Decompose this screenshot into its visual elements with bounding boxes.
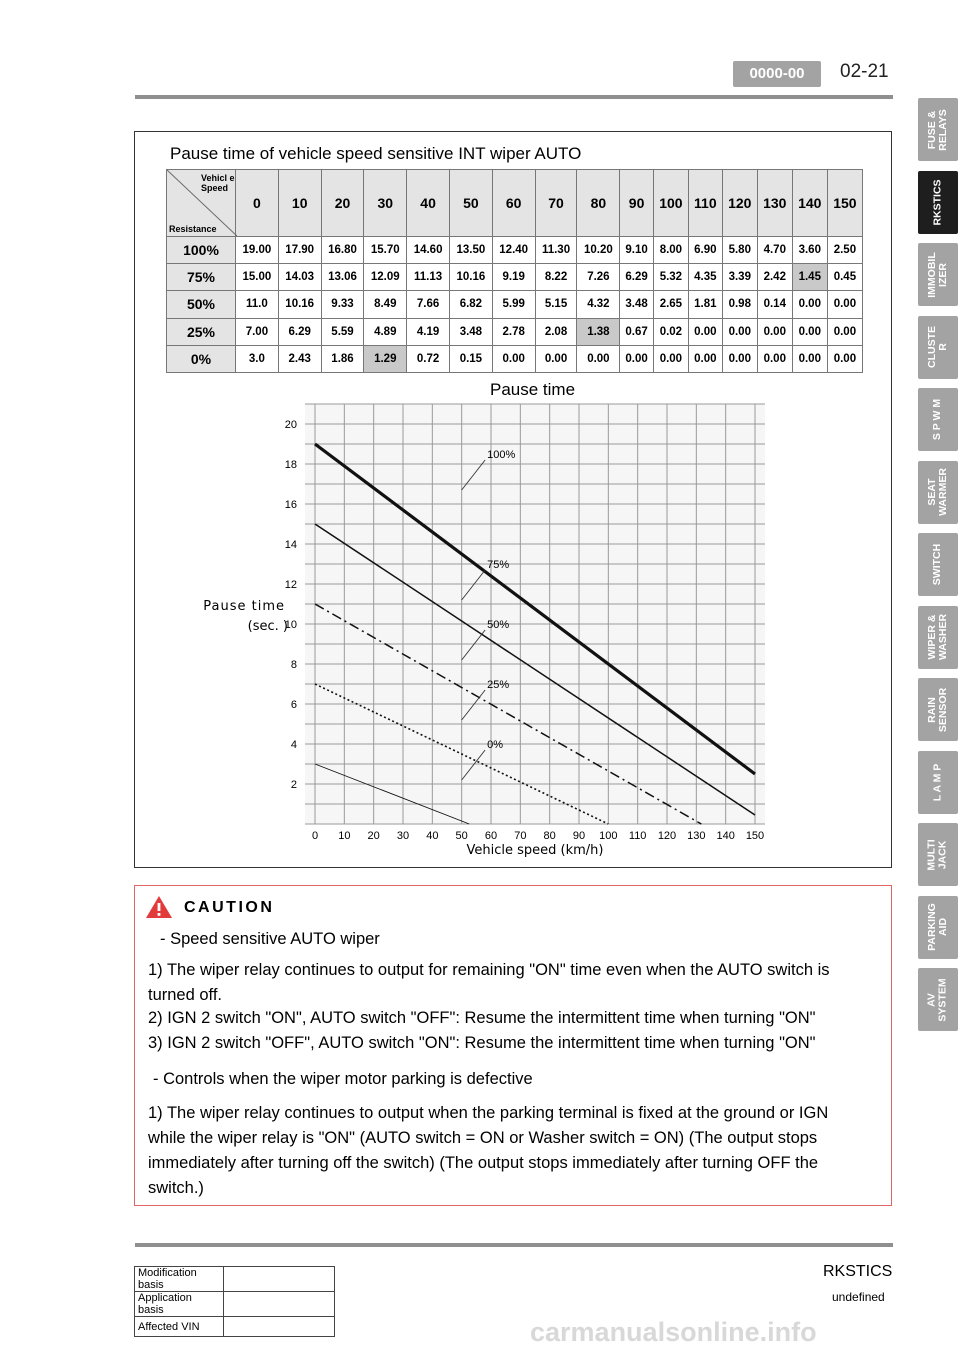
side-tab-label: FUSE & RELAYS [926,108,950,151]
pause-value-cell: 0.00 [620,345,654,372]
speed-header-cell: 130 [757,170,792,237]
pause-value-cell: 14.03 [278,264,321,291]
pause-value-cell: 0.00 [827,318,862,345]
side-tab-parking-aid[interactable] [918,896,958,959]
pause-value-cell: 0.00 [792,291,827,318]
pause-value-cell: 7.26 [577,264,620,291]
pause-value-cell: 14.60 [407,237,450,264]
resistance-label-cell: 0% [167,345,236,372]
pause-value-cell: 0.00 [577,345,620,372]
mod-row-vin [135,1317,335,1337]
speed-header-cell: 100 [653,170,688,237]
x-axis-label: Vehicle speed (km/h) [466,843,604,858]
pause-value-cell: 1.45 [792,264,827,291]
side-tab-l-a-m-p[interactable] [918,751,958,814]
caution-para-4: 1) The wiper relay continues to output when the parking terminal is fixed at the ground or IGN while the wiper relay is "ON" (AUTO switch = ON or Washer switch = ON) (The output stops immediately after turning off the switch) (The output stops immediately after turning OFF the switch.) [148,1104,829,1197]
pause-value-cell: 9.33 [321,291,364,318]
x-tick-label: 130 [687,830,706,842]
pause-value-cell: 0.14 [757,291,792,318]
footer-rule [135,1243,893,1247]
side-tab-av-system[interactable] [918,968,958,1031]
caution-heading: CAUTION [184,899,275,916]
pause-value-cell: 0.00 [827,291,862,318]
pause-value-cell: 2.08 [535,318,577,345]
table-header-row [167,170,863,237]
side-tab-label: RAIN SENSOR [926,687,949,732]
side-tab-immobil-izer[interactable] [918,243,958,306]
pause-value-cell: 2.78 [492,318,535,345]
speed-header-cell: 50 [449,170,492,237]
side-tab-rain-sensor[interactable] [918,678,958,741]
pause-value-cell: 12.09 [364,264,407,291]
speed-header-cell: 20 [321,170,364,237]
pause-value-cell: 13.06 [321,264,364,291]
pause-value-cell: 4.32 [577,291,620,318]
x-tick-label: 20 [367,830,380,842]
pause-value-cell: 13.50 [449,237,492,264]
pause-time-chart [160,392,860,862]
pause-value-cell: 5.80 [722,237,757,264]
speed-header-cell: 120 [722,170,757,237]
chart-title: Pause time [490,380,576,399]
pause-value-cell: 0.00 [688,318,722,345]
pause-value-cell: 3.39 [722,264,757,291]
pause-value-cell: 3.48 [449,318,492,345]
x-tick-label: 90 [572,830,586,842]
side-tab-rkstics[interactable] [918,171,958,234]
mod-value [224,1317,335,1337]
y-tick-label: 18 [284,459,297,471]
annotation-label: 50% [487,619,510,631]
pause-value-cell: 0.02 [653,318,688,345]
side-tab-label: MULTI JACK [925,838,949,871]
y-axis-label-unit: (sec. ) [247,619,288,634]
y-tick-label: 10 [284,619,297,631]
section-code-badge: 0000-00 [733,61,821,87]
pause-value-cell: 6.29 [278,318,321,345]
side-tab-switch[interactable] [918,533,958,596]
speed-header-cell: 90 [620,170,654,237]
pause-value-cell: 0.00 [492,345,535,372]
caution-para-3: 3) IGN 2 switch "OFF", AUTO switch "ON": Resume the intermittent time when turning "ON" [148,1034,816,1052]
pause-value-cell: 0.00 [653,345,688,372]
mod-value [224,1267,335,1292]
pause-value-cell: 16.80 [321,237,364,264]
y-tick-label: 16 [284,499,297,511]
speed-header-cell: 110 [688,170,722,237]
pause-value-cell: 0.00 [792,345,827,372]
y-axis-label: Pause time [203,599,285,614]
pause-value-cell: 10.16 [449,264,492,291]
side-tab-seat-warmer[interactable] [918,461,958,524]
x-tick-label: 50 [455,830,468,842]
side-tab-label: CLUSTE R [926,326,949,368]
y-tick-label: 8 [290,659,297,671]
panel-title: Pause time of vehicle speed sensitive INT wiper AUTO [170,144,582,163]
pause-value-cell: 0.00 [688,345,722,372]
pause-value-cell: 1.38 [577,318,620,345]
caution-para-2: 2) IGN 2 switch "ON", AUTO switch "OFF": Resume the intermittent time when turning "ON" [148,1009,816,1027]
x-tick-label: 100 [599,830,618,842]
side-tab-label: RKSTICS [931,178,944,226]
x-tick-label: 110 [628,830,647,842]
annotation-label: 75% [487,559,510,571]
pause-value-cell: 0.72 [407,345,450,372]
caution-bullet-2: - Controls when the wiper motor parking is defective [153,1070,533,1088]
x-tick-label: 140 [716,830,735,842]
pause-value-cell: 3.60 [792,237,827,264]
pause-value-cell: 11.30 [535,237,577,264]
pause-value-cell: 2.43 [278,345,321,372]
annotation-label: 100% [487,449,516,461]
y-tick-label: 2 [290,779,297,791]
pause-value-cell: 4.35 [688,264,722,291]
speed-header-cell: 30 [364,170,407,237]
pause-value-cell: 0.00 [757,318,792,345]
pause-value-cell: 0.00 [757,345,792,372]
pause-value-cell: 3.0 [236,345,279,372]
y-tick-label: 4 [290,739,297,751]
mod-label: Application basis [135,1292,224,1317]
pause-value-cell: 5.32 [653,264,688,291]
table-row [167,345,863,372]
corner-speed-label: Vehicl e Speed [201,173,235,193]
pause-value-cell: 15.70 [364,237,407,264]
pause-value-cell: 6.82 [449,291,492,318]
pause-time-table [166,169,863,373]
x-tick-label: 10 [338,830,351,842]
pause-value-cell: 0.00 [535,345,577,372]
x-tick-label: 150 [745,830,765,842]
resistance-label-cell: 100% [167,237,236,264]
pause-value-cell: 5.59 [321,318,364,345]
page-number: 02-21 [840,61,889,82]
pause-value-cell: 19.00 [236,237,279,264]
pause-value-cell: 0.00 [827,345,862,372]
pause-value-cell: 9.10 [620,237,654,264]
table-row [167,291,863,318]
pause-value-cell: 0.67 [620,318,654,345]
speed-header-cell: 80 [577,170,620,237]
pause-value-cell: 15.00 [236,264,279,291]
pause-value-cell: 12.40 [492,237,535,264]
caution-bullet-1: - Speed sensitive AUTO wiper [160,930,380,948]
pause-value-cell: 5.99 [492,291,535,318]
pause-value-cell: 3.48 [620,291,654,318]
caution-para-1: 1) The wiper relay continues to output for remaining "ON" time even when the AUTO switch is turned off. [148,961,830,1004]
footer-title: RKSTICS [823,1263,893,1280]
mod-label: Modification basis [135,1267,224,1292]
pause-value-cell: 11.13 [407,264,450,291]
pause-value-cell: 0.00 [722,345,757,372]
mod-row-modification [135,1267,335,1292]
y-tick-label: 14 [284,539,297,551]
x-tick-label: 0 [311,830,319,842]
pause-value-cell: 8.49 [364,291,407,318]
resistance-label-cell: 50% [167,291,236,318]
resistance-label-cell: 75% [167,264,236,291]
pause-value-cell: 10.20 [577,237,620,264]
side-tab-label: WIPER & WASHER [926,613,949,661]
pause-value-cell: 1.86 [321,345,364,372]
side-tab-label: SWITCH [931,543,944,586]
pause-value-cell: 0.00 [792,318,827,345]
pause-value-cell: 17.90 [278,237,321,264]
x-tick-label: 80 [543,830,556,842]
pause-value-cell: 0.00 [722,318,757,345]
table-row [167,264,863,291]
warning-icon [145,894,173,920]
table-row [167,318,863,345]
pause-value-cell: 6.29 [620,264,654,291]
x-tick-label: 30 [396,830,410,842]
side-tab-label: IMMOBIL IZER [926,251,949,298]
x-tick-label: 60 [484,830,498,842]
mod-value [224,1292,335,1317]
pause-value-cell: 11.0 [236,291,279,318]
pause-value-cell: 4.70 [757,237,792,264]
side-tab-cluste-r[interactable] [918,316,958,379]
pause-value-cell: 8.00 [653,237,688,264]
y-tick-label: 20 [284,419,297,431]
watermark: carmanualsonline.info [530,1317,817,1347]
corner-resistance-label: Resistance [169,224,217,234]
pause-value-cell: 5.15 [535,291,577,318]
pause-value-cell: 0.98 [722,291,757,318]
x-tick-label: 40 [426,830,439,842]
pause-value-cell: 1.29 [364,345,407,372]
mod-label: Affected VIN [135,1317,224,1337]
pause-value-cell: 6.90 [688,237,722,264]
header-rule [135,95,893,99]
side-tab-label: S P W M [931,398,944,441]
mod-row-application [135,1292,335,1317]
y-tick-label: 6 [290,699,297,711]
y-tick-label: 12 [284,579,297,591]
modification-table [134,1266,335,1337]
pause-value-cell: 2.50 [827,237,862,264]
pause-value-cell: 2.65 [653,291,688,318]
side-tab-label: SEAT WARMER [926,468,949,516]
resistance-label-cell: 25% [167,318,236,345]
footer-subtitle: undefined [832,1290,885,1304]
pause-value-cell: 0.15 [449,345,492,372]
speed-header-cell: 140 [792,170,827,237]
speed-header-cell: 70 [535,170,577,237]
table-row [167,237,863,264]
speed-header-cell: 0 [236,170,279,237]
table-corner-cell [167,170,236,237]
side-tab-fuse-relays[interactable] [918,98,958,161]
pause-value-cell: 2.42 [757,264,792,291]
speed-header-cell: 10 [278,170,321,237]
x-tick-label: 120 [657,830,677,842]
pause-value-cell: 10.16 [278,291,321,318]
pause-value-cell: 1.81 [688,291,722,318]
pause-value-cell: 4.89 [364,318,407,345]
x-tick-label: 70 [514,830,527,842]
speed-header-cell: 60 [492,170,535,237]
pause-value-cell: 9.19 [492,264,535,291]
speed-header-cell: 150 [827,170,862,237]
pause-value-cell: 4.19 [407,318,450,345]
side-tab-label: AV SYSTEM [926,977,949,1022]
speed-header-cell: 40 [407,170,450,237]
pause-value-cell: 7.66 [407,291,450,318]
annotation-label: 25% [487,679,510,691]
side-tab-label: L A M P [931,763,944,801]
pause-value-cell: 7.00 [236,318,279,345]
side-tab-wiper-washer[interactable] [918,606,958,669]
side-tab-s-p-w-m[interactable] [918,388,958,451]
side-tab-multi-jack[interactable] [918,823,958,886]
annotation-label: 0% [487,739,504,751]
pause-value-cell: 0.45 [827,264,862,291]
pause-value-cell: 8.22 [535,264,577,291]
side-tab-label: PARKING AID [926,903,950,951]
